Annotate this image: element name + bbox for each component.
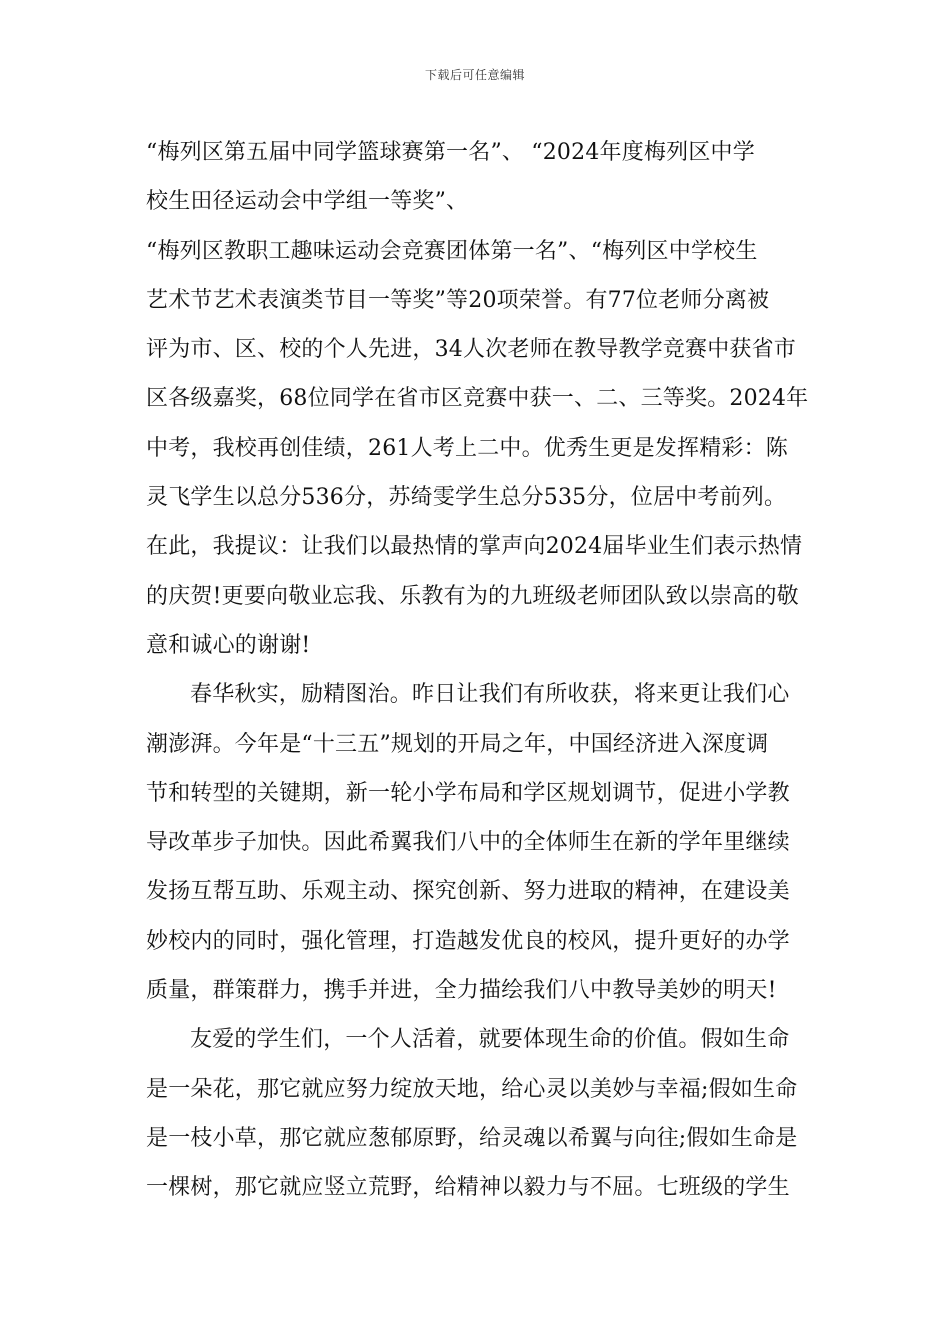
text-line: 评为市、区、校的个人先进，34人次老师在教导教学竞赛中获省市 xyxy=(146,337,796,363)
text-line: 节和转型的关键期，新一轮小学布局和学区规划调节，促进小学教 xyxy=(146,780,790,806)
text-line: 导改革步子加快。因此希翼我们八中的全体师生在新的学年里继续 xyxy=(146,830,790,856)
text-line: 发扬互帮互助、乐观主动、探究创新、努力进取的精神，在建设美 xyxy=(146,879,790,905)
paragraph-1 xyxy=(146,134,811,676)
document-body xyxy=(146,134,811,1219)
text-line: 质量，群策群力，携手并进，全力描绘我们八中教导美妙的明天! xyxy=(146,978,777,1004)
text-line: 意和诚心的谢谢! xyxy=(146,632,311,658)
text-line: 是一朵花，那它就应努力绽放天地，给心灵以美妙与幸福;假如生命 xyxy=(146,1076,798,1102)
page-header-note: 下载后可任意编辑 xyxy=(424,68,525,82)
text-line: 是一枝小草，那它就应葱郁原野，给灵魂以希翼与向往;假如生命是 xyxy=(146,1125,798,1151)
text-line: 妙校内的同时，强化管理，打造越发优良的校风，提升更好的办学 xyxy=(146,928,790,954)
text-line: 艺术节艺术表演类节目一等奖”等20项荣誉。有77位老师分离被 xyxy=(146,287,770,313)
text-line: 在此，我提议：让我们以最热情的掌声向2024届毕业生们表示热情 xyxy=(146,534,803,560)
paragraph-2 xyxy=(146,676,811,1021)
text-line: “梅列区第五届中同学篮球赛第一名”、 “2024年度梅列区中学 xyxy=(146,140,755,165)
text-line: 区各级嘉奖，68位同学在省市区竞赛中获一、二、三等奖。2024年 xyxy=(146,386,809,412)
text-line: 校生田径运动会中学组一等奖”、 xyxy=(146,189,469,215)
text-line: 潮澎湃。今年是“十三五”规划的开局之年，中国经济进入深度调 xyxy=(146,731,769,757)
text-line: 友爱的学生们，一个人活着，就要体现生命的价值。假如生命 xyxy=(190,1027,790,1053)
paragraph-3 xyxy=(146,1021,811,1218)
text-line: 一棵树，那它就应竖立荒野，给精神以毅力与不屈。七班级的学生 xyxy=(146,1175,790,1201)
text-line: “梅列区教职工趣味运动会竞赛团体第一名”、“梅列区中学校生 xyxy=(146,238,758,264)
text-line: 的庆贺!更要向敬业忘我、乐教有为的九班级老师团队致以崇高的敬 xyxy=(146,583,799,609)
text-line: 春华秋实，励精图治。昨日让我们有所收获，将来更让我们心 xyxy=(190,682,790,708)
text-line: 中考，我校再创佳绩，261人考上二中。优秀生更是发挥精彩：陈 xyxy=(146,435,788,461)
text-line: 灵飞学生以总分536分，苏绮雯学生总分535分，位居中考前列。 xyxy=(146,485,787,511)
